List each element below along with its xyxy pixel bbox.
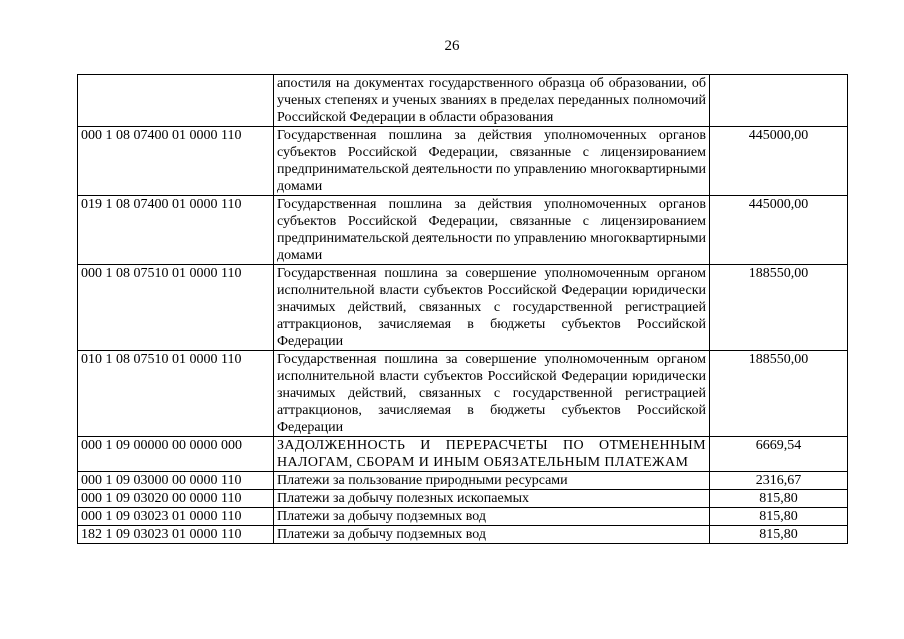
revenue-name-cell: Платежи за добычу полезных ископаемых — [274, 490, 710, 508]
table-row — [78, 526, 848, 544]
table-row — [78, 196, 848, 265]
table-row — [78, 265, 848, 351]
table-row — [78, 508, 848, 526]
revenue-name-cell: Государственная пошлина за совершение уполномоченным органом исполнительной власти субъектов Российской Федерации юридически значимых действий, связанных с государственной регистрацией аттракционов, зачисляемая в бюджеты субъектов Российской Федерации — [274, 265, 710, 351]
budget-code-cell: 000 1 08 07400 01 0000 110 — [78, 127, 274, 196]
revenue-name-cell: Платежи за пользование природными ресурсами — [274, 472, 710, 490]
budget-code-cell: 182 1 09 03023 01 0000 110 — [78, 526, 274, 544]
amount-cell: 188550,00 — [710, 351, 848, 437]
budget-code-cell: 019 1 08 07400 01 0000 110 — [78, 196, 274, 265]
budget-code-cell: 000 1 09 03023 01 0000 110 — [78, 508, 274, 526]
revenue-name-cell: Платежи за добычу подземных вод — [274, 508, 710, 526]
amount-cell: 445000,00 — [710, 127, 848, 196]
table-row — [78, 472, 848, 490]
amount-cell — [710, 75, 848, 127]
amount-cell: 815,80 — [710, 508, 848, 526]
revenue-name-cell: ЗАДОЛЖЕННОСТЬ И ПЕРЕРАСЧЕТЫ ПО ОТМЕНЕННЫМ НАЛОГАМ, СБОРАМ И ИНЫМ ОБЯЗАТЕЛЬНЫМ ПЛАТЕЖАМ — [274, 437, 710, 472]
revenue-name-cell: Платежи за добычу подземных вод — [274, 526, 710, 544]
amount-cell: 815,80 — [710, 490, 848, 508]
table-row — [78, 75, 848, 127]
revenue-name-cell: Государственная пошлина за действия уполномоченных органов субъектов Российской Федерации, связанные с лицензированием предпринимательской деятельности по управлению многоквартирными домами — [274, 196, 710, 265]
budget-code-cell: 000 1 09 00000 00 0000 000 — [78, 437, 274, 472]
table-row — [78, 490, 848, 508]
amount-cell: 445000,00 — [710, 196, 848, 265]
revenue-name-cell: апостиля на документах государственного образца об образовании, об ученых степенях и ученых званиях в пределах переданных полномочий Российской Федерации в области образования — [274, 75, 710, 127]
table-row — [78, 127, 848, 196]
table-row — [78, 437, 848, 472]
budget-code-cell: 000 1 09 03020 00 0000 110 — [78, 490, 274, 508]
amount-cell: 188550,00 — [710, 265, 848, 351]
budget-code-cell: 010 1 08 07510 01 0000 110 — [78, 351, 274, 437]
budget-code-cell — [78, 75, 274, 127]
revenue-name-cell: Государственная пошлина за действия уполномоченных органов субъектов Российской Федерации, связанные с лицензированием предпринимательской деятельности по управлению многоквартирными домами — [274, 127, 710, 196]
amount-cell: 6669,54 — [710, 437, 848, 472]
amount-cell: 815,80 — [710, 526, 848, 544]
budget-code-cell: 000 1 08 07510 01 0000 110 — [78, 265, 274, 351]
amount-cell: 2316,67 — [710, 472, 848, 490]
budget-revenue-table — [77, 74, 848, 544]
revenue-name-cell: Государственная пошлина за совершение уполномоченным органом исполнительной власти субъектов Российской Федерации юридически значимых действий, связанных с государственной регистрацией аттракционов, зачисляемая в бюджеты субъектов Российской Федерации — [274, 351, 710, 437]
page-number: 26 — [444, 38, 460, 54]
table-row — [78, 351, 848, 437]
budget-code-cell: 000 1 09 03000 00 0000 110 — [78, 472, 274, 490]
